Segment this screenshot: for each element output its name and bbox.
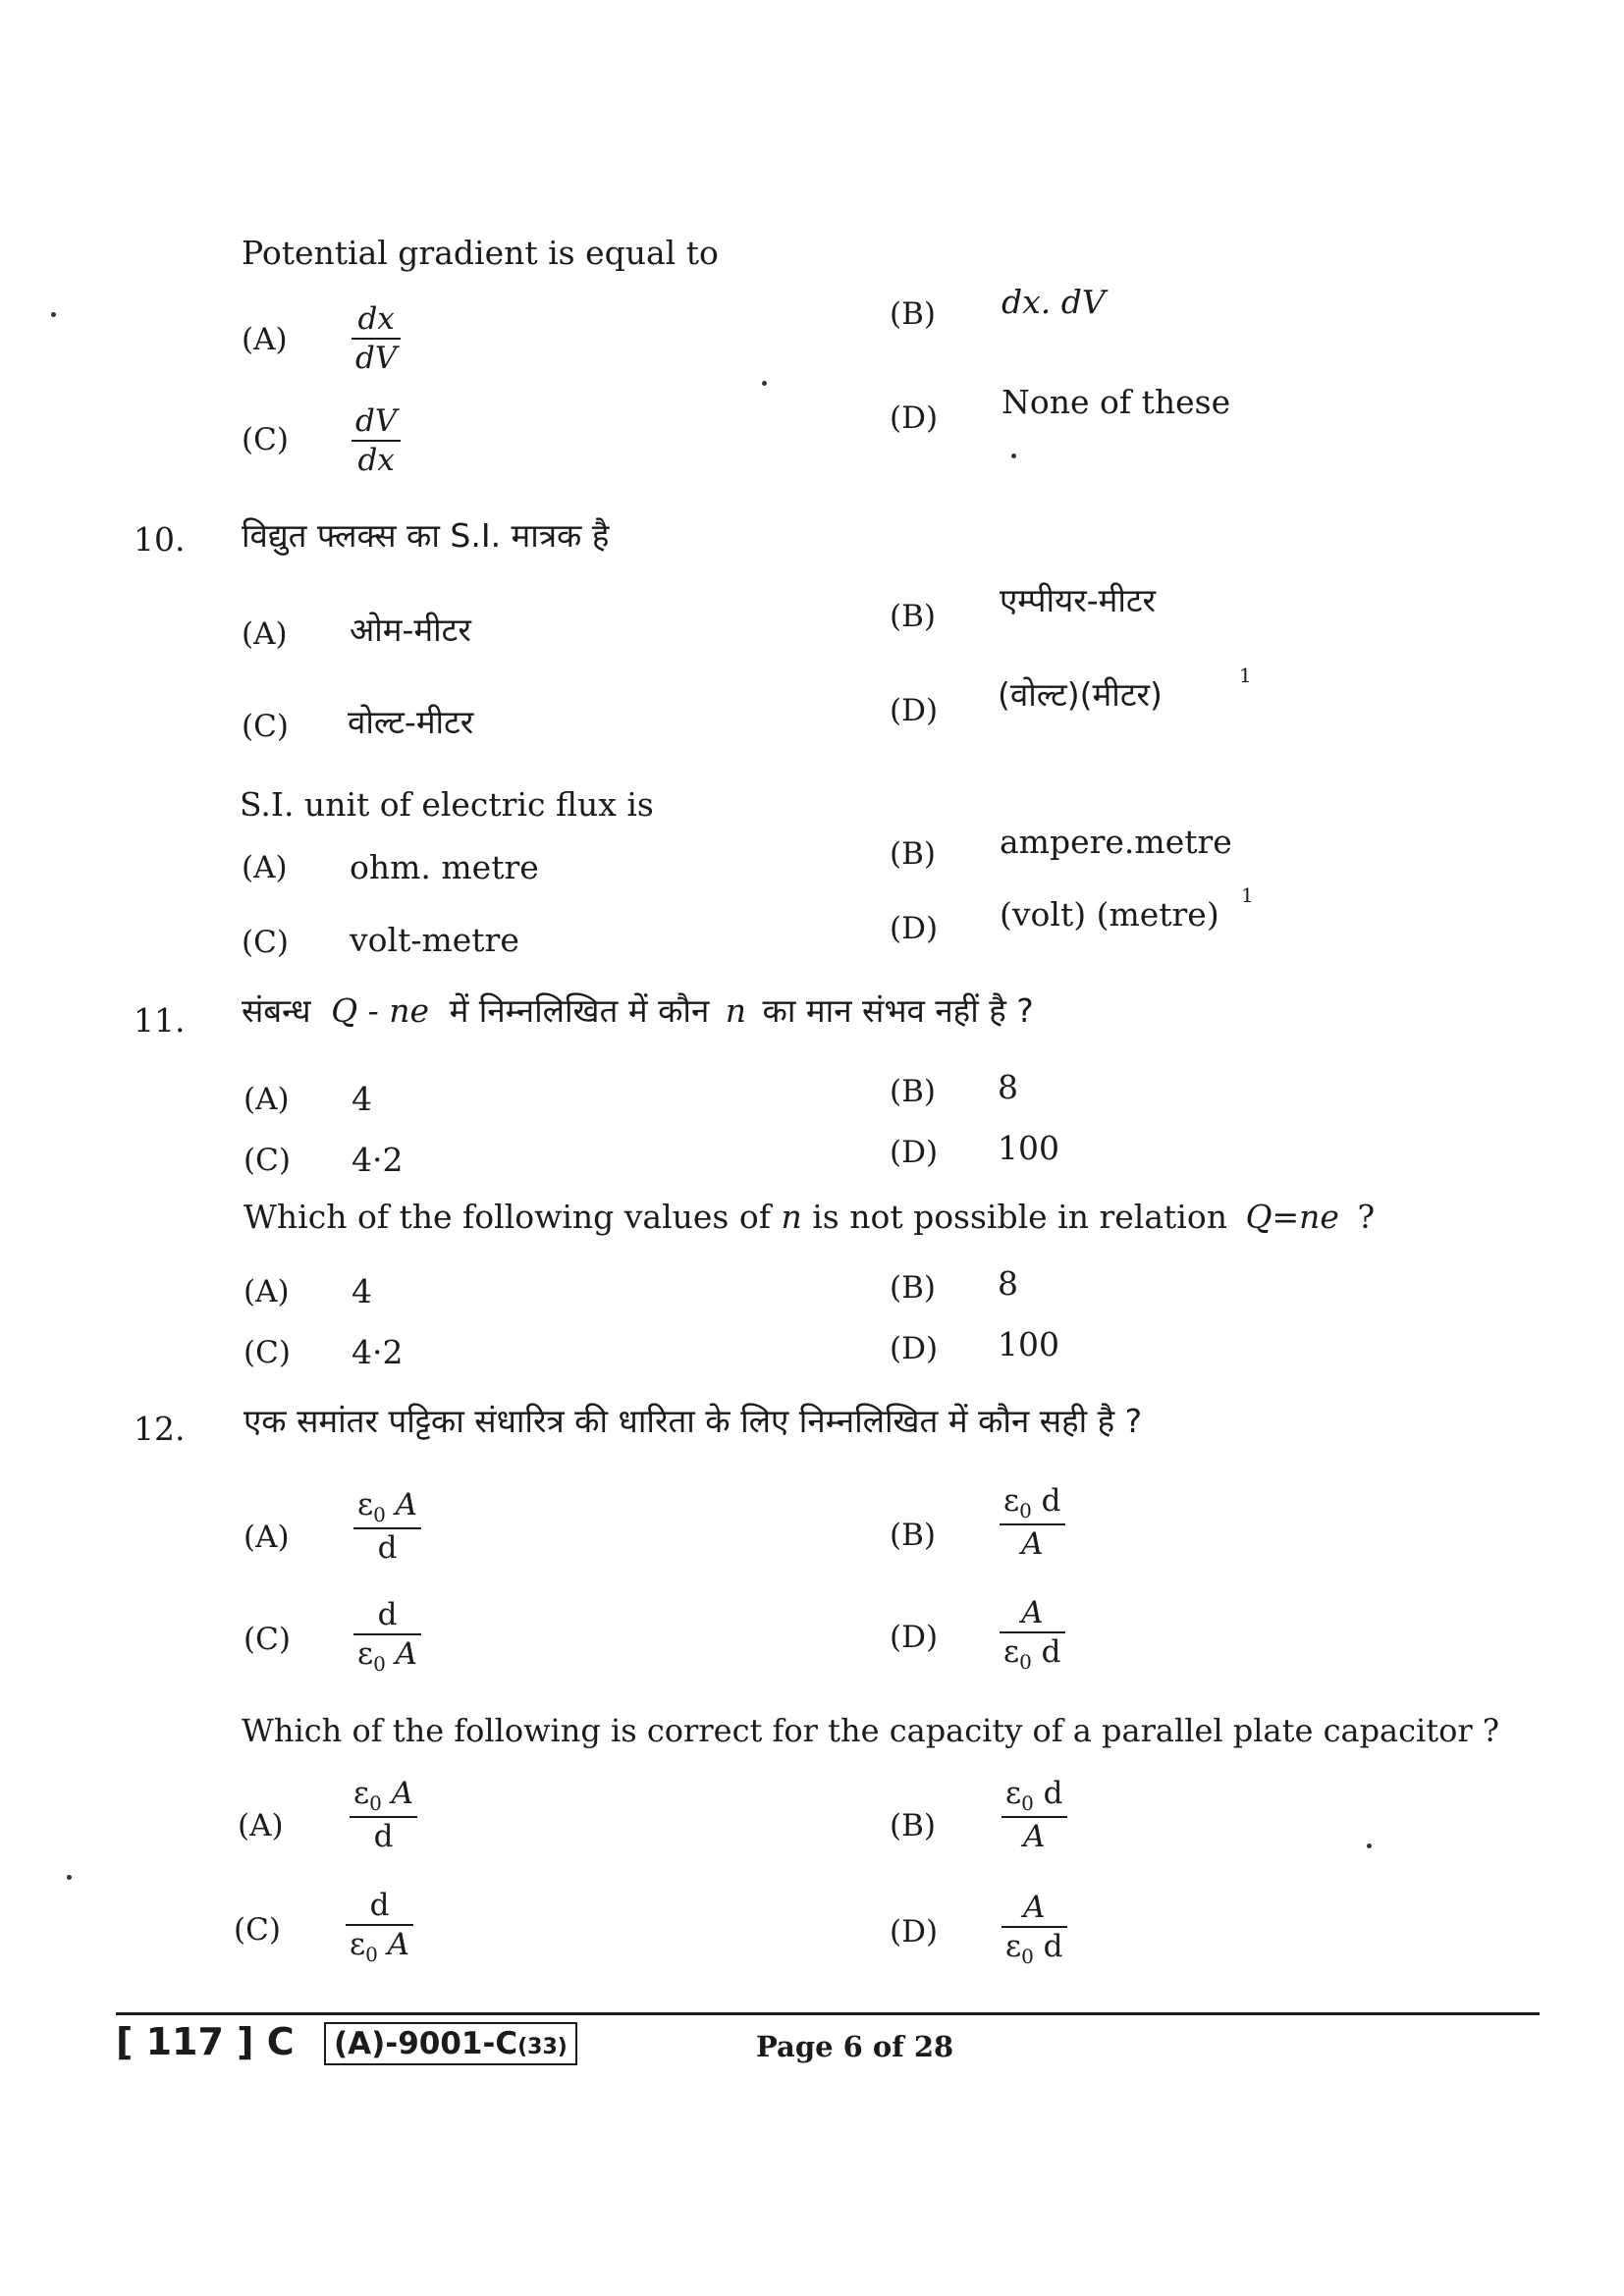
distance-symbol: d <box>1041 1483 1061 1519</box>
q11-en-option-a-label: (A) <box>244 1274 290 1309</box>
q10-hi-option-c-label: (C) <box>242 709 289 744</box>
area-symbol: A <box>1023 1819 1046 1855</box>
q12-en-option-a-fraction <box>350 1777 417 1853</box>
q11-hi-option-b-text: 8 <box>998 1068 1018 1106</box>
epsilon-symbol: ε <box>1003 1634 1020 1671</box>
q12-en-option-b-fraction <box>1001 1777 1067 1853</box>
q11-stem-english-part1: Which of the following values of <box>244 1198 771 1236</box>
q9-option-c-fraction <box>352 404 401 477</box>
q10-hi-option-a-text: ओम-मीटर <box>350 611 471 649</box>
scan-speck <box>67 1875 72 1880</box>
q12-en-option-d-label: (D) <box>890 1914 939 1949</box>
q12-hi-option-b-fraction <box>1000 1484 1065 1561</box>
q10-en-option-d-label: (D) <box>890 911 939 946</box>
area-symbol: A <box>1021 1595 1044 1630</box>
q10-hi-option-c-text: वोल्ट-मीटर <box>348 703 474 741</box>
area-symbol: A <box>1021 1526 1044 1563</box>
q11-hi-option-c-text: 4·2 <box>352 1141 404 1179</box>
subscript-zero: 0 <box>1019 1650 1032 1675</box>
q12-en-option-c-fraction <box>346 1889 413 1965</box>
q10-number: 10. <box>134 520 186 559</box>
q12-hi-option-c-label: (C) <box>244 1622 291 1657</box>
epsilon-symbol: ε <box>1005 1776 1022 1811</box>
q10-en-option-a-text: ohm. metre <box>350 848 539 886</box>
q9-option-c-label: (C) <box>242 422 289 457</box>
page-number: Page 6 of 28 <box>756 2030 954 2063</box>
q9-option-b-label: (B) <box>890 296 936 332</box>
subscript-zero: 0 <box>1021 1791 1034 1816</box>
q12-hi-option-c-fraction <box>353 1598 421 1675</box>
area-symbol: A <box>391 1776 414 1811</box>
subscript-zero: 0 <box>373 1652 386 1677</box>
epsilon-symbol: ε <box>353 1776 370 1811</box>
q11-variable-n-english: n <box>781 1198 802 1236</box>
epsilon-symbol: ε <box>357 1487 374 1522</box>
q9-option-b-text: dx. dV <box>1001 283 1106 321</box>
subscript-zero: 0 <box>369 1791 382 1816</box>
q11-en-option-b-label: (B) <box>890 1270 936 1306</box>
q10-hi-option-b-label: (B) <box>890 599 936 634</box>
q9-option-c-denominator: dx <box>357 443 395 479</box>
q10-en-option-d-superscript: 1 <box>1241 883 1254 907</box>
q9-stem: Potential gradient is equal to <box>242 234 719 272</box>
q12-en-option-d-fraction <box>1001 1891 1067 1967</box>
q9-option-d-text: None of these <box>1001 383 1231 421</box>
q11-stem-hindi-part2: में निम्नलिखित में कौन <box>449 991 710 1030</box>
q11-stem-english-part2: is not possible in relation <box>812 1198 1227 1236</box>
q12-en-option-a-label: (A) <box>238 1808 284 1843</box>
q11-en-option-a-text: 4 <box>352 1272 372 1310</box>
q11-hi-option-a-label: (A) <box>244 1082 290 1117</box>
subscript-zero: 0 <box>1021 1945 1034 1969</box>
q10-en-option-a-label: (A) <box>242 850 288 885</box>
paper-code-subscript: (33) <box>517 2035 568 2059</box>
q11-number: 11. <box>134 1001 186 1040</box>
q12-stem-english: Which of the following is correct for the capacity of a parallel plate capacitor ? <box>242 1712 1500 1749</box>
paper-code-box <box>324 2022 577 2065</box>
q12-hi-option-a-fraction <box>353 1488 421 1565</box>
q11-hi-option-c-label: (C) <box>244 1143 291 1178</box>
q11-relation-english: Q=ne <box>1245 1198 1339 1236</box>
q11-en-option-d-label: (D) <box>890 1331 939 1366</box>
footer-rule <box>116 2012 1540 2015</box>
q11-stem-hindi <box>242 988 1034 1032</box>
q10-en-option-b-text: ampere.metre <box>1000 823 1232 861</box>
q10-stem-hindi: विद्युत फ्लक्स का S.I. मात्रक है <box>242 516 610 555</box>
q10-hi-option-d-superscript: 1 <box>1239 664 1252 687</box>
subscript-zero: 0 <box>1019 1499 1032 1523</box>
q12-number: 12. <box>134 1410 186 1448</box>
area-symbol: A <box>395 1636 418 1673</box>
scan-speck <box>762 381 767 386</box>
q9-option-c-numerator: dV <box>355 403 398 439</box>
area-symbol: A <box>395 1487 418 1522</box>
q10-en-option-c-text: volt-metre <box>350 921 519 959</box>
distance-symbol: d <box>369 1888 390 1923</box>
q10-hi-option-d-text: (वोल्ट)(मीटर) <box>998 675 1163 714</box>
q12-hi-option-d-fraction <box>1000 1596 1065 1673</box>
epsilon-symbol: ε <box>1003 1483 1020 1519</box>
q11-en-option-d-text: 100 <box>998 1325 1059 1363</box>
q11-stem-english <box>244 1198 1375 1236</box>
q10-hi-option-a-label: (A) <box>242 616 288 652</box>
q10-hi-option-d-label: (D) <box>890 693 939 728</box>
q9-option-a-denominator: dV <box>355 341 398 377</box>
distance-symbol: d <box>1041 1634 1061 1671</box>
q9-option-a-label: (A) <box>242 322 288 357</box>
q10-stem-english: S.I. unit of electric flux is <box>240 785 654 824</box>
q11-relation-hindi: Q - ne <box>331 991 430 1030</box>
epsilon-symbol: ε <box>1005 1929 1022 1965</box>
q11-stem-hindi-part1: संबन्ध <box>242 991 311 1030</box>
epsilon-symbol: ε <box>357 1636 374 1673</box>
q11-en-option-c-label: (C) <box>244 1335 291 1370</box>
q12-hi-option-a-label: (A) <box>244 1520 290 1555</box>
scan-speck <box>1367 1843 1372 1848</box>
q11-en-option-b-text: 8 <box>998 1264 1018 1303</box>
q12-hi-option-b-label: (B) <box>890 1518 936 1553</box>
q11-hi-option-d-text: 100 <box>998 1129 1059 1167</box>
q11-stem-english-part3: ? <box>1357 1198 1376 1236</box>
q10-en-option-d-text: (volt) (metre) <box>1000 895 1219 934</box>
distance-symbol: d <box>373 1819 394 1855</box>
q10-hi-option-b-text: एम्पीयर-मीटर <box>1000 581 1157 619</box>
q9-option-d-label: (D) <box>890 400 939 436</box>
q11-en-option-c-text: 4·2 <box>352 1333 404 1371</box>
q11-hi-option-a-text: 4 <box>352 1080 372 1118</box>
area-symbol: A <box>387 1927 410 1963</box>
distance-symbol: d <box>1043 1929 1063 1965</box>
scan-speck <box>1011 454 1016 458</box>
distance-symbol: d <box>1043 1776 1063 1811</box>
q12-en-option-c-label: (C) <box>234 1912 281 1948</box>
q10-en-option-b-label: (B) <box>890 836 936 872</box>
q10-en-option-c-label: (C) <box>242 925 289 960</box>
paper-code-left: [ 117 ] C <box>116 2020 295 2063</box>
q9-option-a-fraction <box>352 302 401 375</box>
distance-symbol: d <box>377 1597 398 1632</box>
q11-stem-hindi-part3: का मान संभव नहीं है ? <box>762 991 1034 1030</box>
q11-variable-n-hindi: n <box>725 991 747 1030</box>
q12-stem-hindi: एक समांतर पट्टिका संधारित्र की धारिता के लिए निम्नलिखित में कौन सही है ? <box>244 1402 1143 1440</box>
q12-en-option-b-label: (B) <box>890 1808 936 1843</box>
paper-code: (A)-9001-C <box>334 2026 518 2061</box>
q12-hi-option-d-label: (D) <box>890 1620 939 1655</box>
q9-option-a-numerator: dx <box>357 301 395 337</box>
distance-symbol: d <box>377 1530 398 1567</box>
q11-hi-option-b-label: (B) <box>890 1074 936 1109</box>
subscript-zero: 0 <box>373 1503 386 1527</box>
subscript-zero: 0 <box>365 1943 378 1967</box>
epsilon-symbol: ε <box>350 1927 366 1963</box>
area-symbol: A <box>1023 1890 1046 1925</box>
q11-hi-option-d-label: (D) <box>890 1135 939 1170</box>
scan-speck <box>51 312 56 317</box>
